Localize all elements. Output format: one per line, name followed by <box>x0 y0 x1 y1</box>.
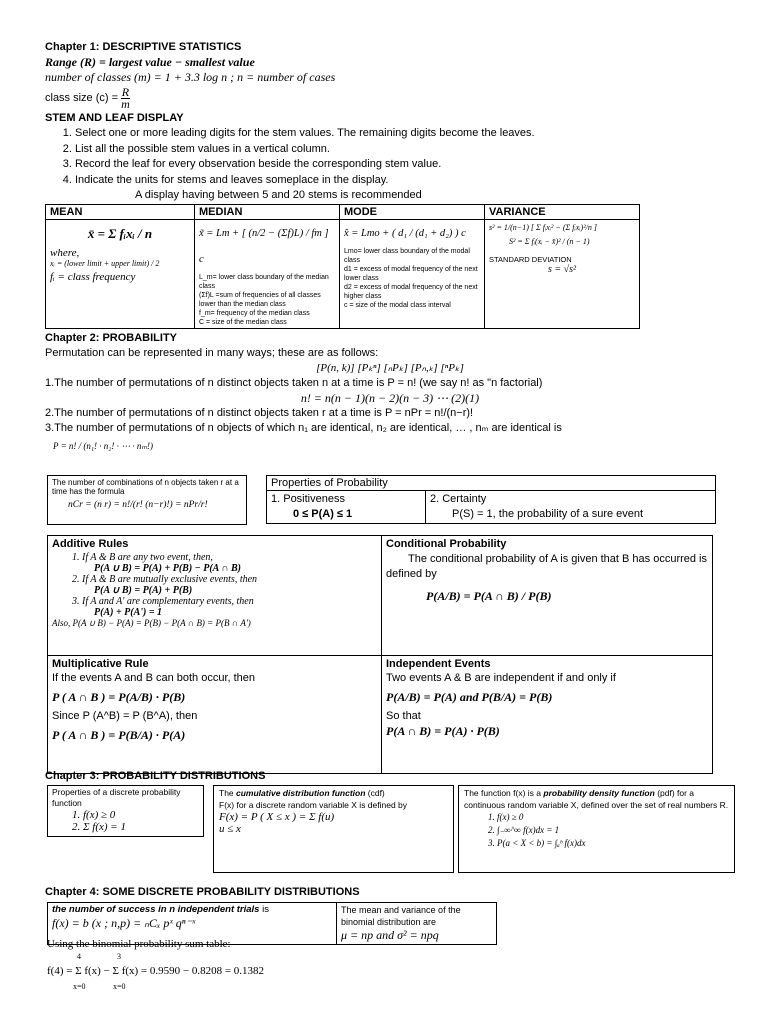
perm-3-eq: P = n! / (n₁! · n₂! · ⋯ · nₘ!) <box>53 441 154 451</box>
combinations-box <box>47 475 247 525</box>
median-note: f_m= frequency of the median class <box>199 310 310 317</box>
variance-formula-1: s² = 1/(n−1) [ Σ fᵢxᵢ² − (Σ fᵢxᵢ)²/n ] <box>489 223 597 232</box>
cdf-text-2: F(x) for a discrete random variable X is defined by <box>219 800 408 810</box>
pf-item: 2. Σ f(x) = 1 <box>72 821 126 833</box>
conditional-cell <box>382 536 713 656</box>
sum-upper-1: 4 <box>77 952 81 961</box>
mult-text: If the events A and B can both occur, then <box>52 672 256 684</box>
mode-note: d1 = excess of modal frequency of the next lower class <box>344 266 478 282</box>
mult-since: Since P (A^B) = P (B^A), then <box>52 710 198 722</box>
pdf-item: 3. P(a < X < b) = ∫ₐᵇ f(x)dx <box>488 838 586 848</box>
mean-variance-cell <box>337 903 497 945</box>
mode-note: d2 = excess of modal frequency of the next higher class <box>344 284 478 300</box>
conditional-text: The conditional probability of A is given that B has occurred is defined by <box>386 553 708 580</box>
class-size-den: m <box>121 96 130 111</box>
pdf-text-a: The function f(x) is a <box>464 788 544 798</box>
mv-text: The mean and variance of the binomial distribution are <box>341 905 461 927</box>
class-size-label: class size (c) = <box>45 92 122 104</box>
sum-title: Using the binomial probability sum table: <box>47 938 231 950</box>
additive-title: Additive Rules <box>52 538 129 550</box>
cdf-eq: F(x) = P ( X ≤ x ) = Σ f(u) <box>219 811 335 823</box>
binom-text-b: is <box>259 904 269 915</box>
mode-note: c = size of the modal class interval <box>344 302 451 309</box>
median-note: L_m= lower class boundary of the median class <box>199 274 329 290</box>
binom-text-a: the number of success in n independent trials <box>52 904 260 915</box>
pdf-item: 1. f(x) ≥ 0 <box>488 812 524 822</box>
comb-text: The number of combinations of n objects taken r at a time has the formula <box>52 478 239 496</box>
multiplicative-cell <box>48 656 382 774</box>
perm-2: 2.The number of permutations of n distinct objects taken r at a time is P = nPr = n!/(n−r)! <box>45 407 474 419</box>
range-formula: Range (R) = largest value − smallest value <box>45 55 255 69</box>
conditional-title: Conditional Probability <box>386 538 507 550</box>
cdf-text-a: The <box>219 788 237 798</box>
prop-name: 2. Certainty <box>430 493 487 505</box>
comb-eq: nCr = (n r) = n!/(r! (n−r)!) = nPr/r! <box>68 500 208 510</box>
perm-3: 3.The number of permutations of n objects of which n₁ are identical, n₂ are identical, … , nₘ are identical is <box>45 422 562 434</box>
conditional-eq: P(A/B) = P(A ∩ B) / P(B) <box>426 589 552 603</box>
mean-formula: x̄ = Σ fᵢxᵢ / n <box>87 226 153 241</box>
stem-step: 2. List all the possible stem values in a vertical column. <box>75 142 735 158</box>
stem-step: 1. Select one or more leading digits for the stem values. The remaining digits become the leaves. <box>75 126 735 142</box>
prop-positiveness <box>267 491 426 524</box>
mult-eq-2: P ( A ∩ B ) = P(B/A) · P(A) <box>52 728 186 742</box>
prop-rule: P(S) = 1, the probability of a sure event <box>452 508 644 520</box>
prop-rule: 0 ≤ P(A) ≤ 1 <box>293 508 353 520</box>
mult-eq-1: P ( A ∩ B ) = P(A/B) · P(B) <box>52 690 186 704</box>
perm-1: 1.The number of permutations of n distinct objects taken n at a time is P = n! (we say n! as "n factorial) <box>45 377 543 389</box>
sum-lower-1: x=0 <box>73 982 86 991</box>
median-cell <box>195 220 340 329</box>
independent-cell <box>382 656 713 774</box>
binom-text <box>52 904 332 916</box>
class-size-num: R <box>121 84 130 99</box>
median-formula: x̃ = Lm + [ (n/2 − (Σf)L) / fm ] c <box>199 228 329 265</box>
mean-cell <box>46 220 195 329</box>
stem-note: A display having between 5 and 20 stems is recommended <box>135 189 422 201</box>
indep-eq-1: P(A/B) = P(A) and P(B/A) = P(B) <box>386 690 553 704</box>
pdf-text-c: (pdf) for a continuous random variable X, defined over the set of real numbers R. <box>464 788 729 810</box>
pdf-text <box>464 787 729 811</box>
mode-header: MODE <box>340 205 485 220</box>
additive-line: 1. If A & B are any two event, then, <box>72 552 213 563</box>
additive-line: P(A) + P(A') = 1 <box>94 607 163 618</box>
variance-header: VARIANCE <box>485 205 640 220</box>
prop-name: 1. Positiveness <box>271 493 345 505</box>
props-table <box>266 475 716 524</box>
cdf-box <box>213 785 454 873</box>
sum-eq: f(4) = Σ f(x) − Σ f(x) = 0.9590 − 0.8208 = 0.1382 <box>47 965 265 977</box>
additive-line: 3. If A and A' are complementary events, then <box>72 596 254 607</box>
perm-intro: Permutation can be represented in many ways; these are as follows: <box>45 347 379 359</box>
props-title: Properties of Probability <box>267 476 716 491</box>
sd-label: STANDARD DEVIATION <box>489 255 572 264</box>
sd-formula: s = √s² <box>547 264 577 275</box>
additive-line: P(A ∪ B) = P(A) + P(B) − P(A ∩ B) <box>94 563 241 574</box>
additive-line: 2. If A & B are mutually exclusive events, then <box>72 574 258 585</box>
sum-formula <box>47 952 347 992</box>
cdf-text-c: (cdf) <box>365 788 385 798</box>
median-header: MEDIAN <box>195 205 340 220</box>
chapter-2-title: Chapter 2: PROBABILITY <box>45 332 178 344</box>
variance-cell <box>485 220 640 329</box>
classes-formula: number of classes (m) = 1 + 3.3 log n ; n = number of cases <box>45 70 336 84</box>
stem-step: 3. Record the leaf for every observation beside the corresponding stem value. <box>75 157 735 173</box>
pdf-item: 2. ∫₋∞^∞ f(x)dx = 1 <box>488 825 560 835</box>
median-note: C = size of the median class <box>199 319 287 326</box>
binom-eq: f(x) = b (x ; n,p) = ₙCₓ pˣ qⁿ⁻ˣ <box>52 916 196 930</box>
class-size-formula <box>45 85 735 111</box>
cdf-text-b: cumulative distribution function <box>236 788 366 798</box>
sum-lower-2: x=0 <box>113 982 126 991</box>
mode-cell <box>340 220 485 329</box>
mean-header: MEAN <box>46 205 195 220</box>
chapter-1-title: Chapter 1: DESCRIPTIVE STATISTICS <box>45 41 242 53</box>
mode-formula: x̂ = Lmo + ( d₁ / (d₁ + d₂) ) c <box>344 228 466 239</box>
pf-text: Properties of a discrete probability function <box>52 787 181 808</box>
rules-grid <box>47 535 713 774</box>
indep-text: Two events A & B are independent if and only if <box>386 672 616 684</box>
additive-rules-cell <box>48 536 382 656</box>
sum-upper-2: 3 <box>117 952 121 961</box>
formula-sheet <box>45 40 735 991</box>
perm-notations: [P(n, k)] [Pₖⁿ] [ₙPₖ] [Pₙ,ₖ] [ⁿPₖ] <box>316 362 464 374</box>
chapter-3-title: Chapter 3: PROBABILITY DISTRIBUTIONS <box>45 770 266 782</box>
median-note: (Σf)L =sum of frequencies of all classes lower than the median class <box>199 292 321 308</box>
stem-steps <box>45 126 735 188</box>
cdf-eq-2: u ≤ x <box>219 823 241 835</box>
mean-where: where, <box>50 247 80 259</box>
cdf-text <box>219 787 448 799</box>
pdf-box <box>458 785 735 873</box>
stem-leaf-title: STEM AND LEAF DISPLAY <box>45 112 184 124</box>
indep-title: Independent Events <box>386 658 491 670</box>
prop-certainty <box>426 491 716 524</box>
additive-line: Also, P(A ∪ B) − P(A) = P(B) − P(A ∩ B) = P(B ∩ A') <box>52 618 251 628</box>
stem-step: 4. Indicate the units for stems and leaves someplace in the display. <box>75 173 735 189</box>
additive-line: P(A ∪ B) = P(A) + P(B) <box>94 585 193 596</box>
pf-item: 1. f(x) ≥ 0 <box>72 809 116 821</box>
chapter-4-title: Chapter 4: SOME DISCRETE PROBABILITY DISTRIBUTIONS <box>45 886 360 898</box>
discrete-pf-box <box>47 785 204 837</box>
perm-1-eq: n! = n(n − 1)(n − 2)(n − 3) ⋯ (2)(1) <box>300 391 480 405</box>
mean-xi: xᵢ = (lower limit + upper limit) / 2 <box>50 259 160 268</box>
mult-title: Multiplicative Rule <box>52 658 149 670</box>
mode-note: Lmo= lower class boundary of the modal class <box>344 248 470 264</box>
mean-fi: fᵢ = class frequency <box>50 271 136 283</box>
stats-table <box>45 204 640 329</box>
variance-formula-2: S² = Σ fᵢ(xᵢ − x̄)² / (n − 1) <box>509 237 590 246</box>
indep-eq-2: P(A ∩ B) = P(A) · P(B) <box>386 724 500 738</box>
indep-so: So that <box>386 710 421 722</box>
pdf-text-b: probability density function <box>543 788 655 798</box>
mv-eq: μ = np and σ² = npq <box>341 928 439 942</box>
